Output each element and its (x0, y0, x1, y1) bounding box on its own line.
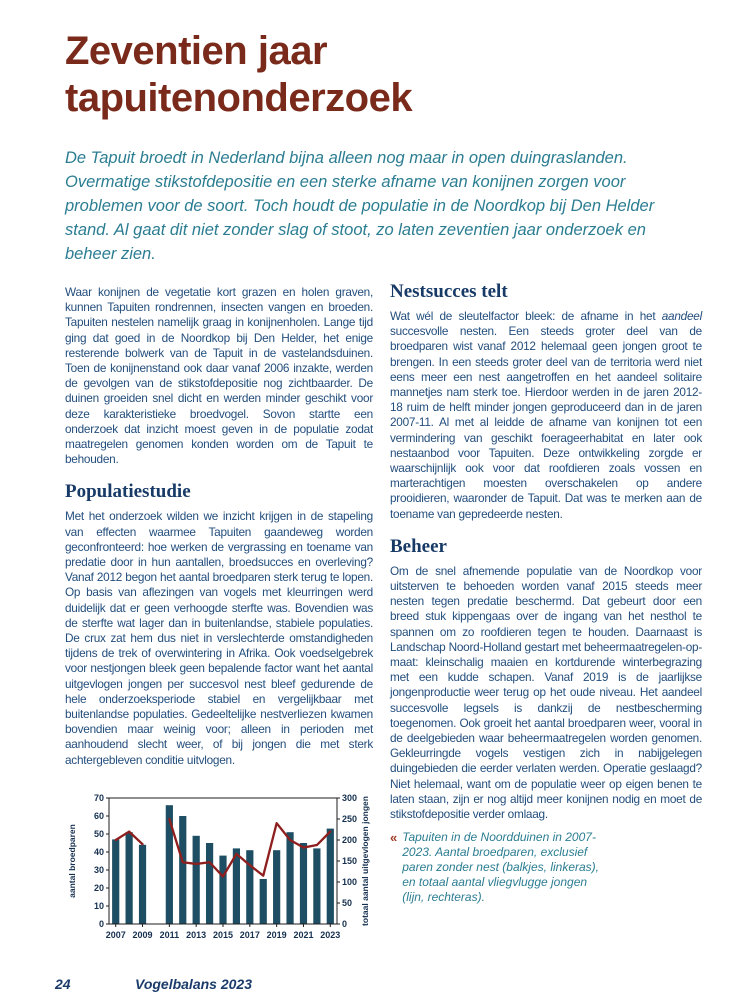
svg-text:150: 150 (342, 855, 358, 866)
svg-text:2011: 2011 (159, 929, 180, 940)
figure-caption (390, 830, 620, 905)
y-axis-label-right: totaal aantal uitgevlogen jongen (360, 795, 370, 926)
svg-text:2013: 2013 (186, 929, 207, 940)
nestsucces-text-pre: Wat wél de sleutelfactor bleek: de afname in het (390, 309, 662, 323)
svg-text:40: 40 (93, 846, 104, 857)
svg-text:100: 100 (342, 876, 358, 887)
heading-beheer: Beheer (390, 535, 447, 557)
page-number: 24 (55, 976, 71, 992)
nestsucces-text-italic: aandeel (661, 309, 702, 323)
svg-text:0: 0 (98, 918, 104, 929)
nestsucces-text-post: succesvolle nesten. Een steeds groter deel van de broedparen wist vanaf 2012 helemaal geen jongen groot te brengen. In een steeds groter deel van de territoria werd niet eens meer een nest aangetroffen en het aandeel solitaire mannetjes nam sterk toe. Hierdoor werden in de jaren 2012-18 ruim de helft minder jongen geproduceerd dan in de jaren 2007-11. Al met al leidde de afname van konijnen tot een vermindering van geschikt foerageerhabitat en later ook nestaanbod voor Tapuiten. Deze ontwikkeling zorgde er waarschijnlijk ook voor dat roofdieren zoals vossen en marterachtigen moesten overschakelen op andere prooidieren, waaronder de Tapuit. Dat was te merken aan de toename van gepredeerde nesten. (390, 324, 702, 521)
svg-text:20: 20 (93, 882, 104, 893)
svg-text:70: 70 (93, 792, 104, 803)
y-axis-label-left: aantal broedparen (67, 824, 77, 898)
svg-text:2015: 2015 (212, 929, 234, 940)
svg-text:2023: 2023 (320, 929, 341, 940)
paragraph-konijnen: Waar konijnen de vegetatie kort grazen en holen graven, kunnen Tapuiten rondrennen, insecten vangen en broeden. Tapuiten nestelen namelijk graag in konijnenholen. Lange tijd ging dat goed in de Noordkop bij Den Helder, het enige resterende bolwerk van de Tapuit in de vastelandsduinen. Toen de konijnenstand ook daar vanaf 2006 inzakte, werden de gevolgen van de stikstofdepositie nog zichtbaarder. De duinen groeiden snel dicht en werden minder geschikt voor deze karakteristieke broedvogel. Sovon startte een onderzoek dat inzicht moest geven in de populatie zodat maatregelen genomen konden worden om de Tapuit te behouden. (65, 285, 373, 467)
left-column (65, 285, 373, 954)
paragraph-populatiestudie: Met het onderzoek wilden we inzicht krijgen in de stapeling van effecten waarmee Tapuiten gaandeweg worden geconfronteerd: hoe werken de vergrassing en toename van predatie door in hun aantallen, broedsucces en overleving? Vanaf 2012 begon het aantal broedparen sterk terug te lopen. Op basis van aflezingen van vogels met kleurringen werd duidelijk dat er geen verhoogde sterfte was. Bovendien was de sterfte wat lager dan in buitenlandse, stabiele populaties. De crux zat hem dus niet in verslechterde omstandigheden tijdens de trek of overwintering in Afrika. Ook voedselgebrek voor nestjongen bleek geen bepalende factor want het aantal uitgevlogen jongen per succesvol nest bleef gedurende de hele onderzoeksperiode stabiel en vergelijkbaar met buitenlandse populaties. Gedeeltelijke nestverliezen kwamen bovendien maar weinig voor; alleen in perioden met aanhoudend slecht weer, of bij jongen die met sterk achtergebleven conditie uitvlogen. (65, 509, 373, 767)
caption-guillemet-icon: « (390, 830, 398, 846)
svg-text:2009: 2009 (132, 929, 153, 940)
svg-text:50: 50 (342, 897, 353, 908)
page-title-line1: Zeventien jaar (65, 29, 328, 73)
svg-text:2021: 2021 (293, 929, 314, 940)
page-title (65, 28, 412, 122)
publication-name: Vogelbalans 2023 (135, 976, 252, 992)
svg-text:300: 300 (342, 792, 358, 803)
svg-text:30: 30 (93, 864, 104, 875)
paragraph-beheer: Om de snel afnemende populatie van de Noordkop voor uitsterven te behoeden worden vanaf 2015 steeds meer nesten tegen predatie beschermd. Dat gebeurt door een breed stuk kippengaas over de ingang van het nesthol te spannen om zo roofdieren tegen te houden. Daarnaast is Landschap Noord-Holland gestart met beheermaatregelen-op-maat: kleinschalig maaien en kortdurende winterbegrazing met een kudde schapen. Vanaf 2019 is de jaarlijkse jongenproductie weer terug op het oude niveau. Het aandeel succesvolle legsels is dankzij de nestbescherming toegenomen. Ook groeit het aantal broedparen weer, vooral in de deelgebieden waar beheermaatregelen worden genomen. Gekleurringde vogels vestigen zich in nabijgelegen duingebieden die eerder verlaten werden. Operatie geslaagd? Niet helemaal, want om de populatie weer op eigen benen te laten staan, zijn er nog altijd meer konijnen nodig en moet de stikstofdepositie verder omlaag. (390, 563, 702, 822)
page-title-line2: tapuitenonderzoek (65, 76, 413, 120)
svg-text:10: 10 (93, 900, 104, 911)
figure-caption-text: Tapuiten in de Noordduinen in 2007-2023. Aantal broedparen, exclusief paren zonder nest (balkjes, linkeras), en totaal aantal vliegvlugge jongen (lijn, rechteras). (402, 830, 599, 905)
svg-text:0: 0 (342, 918, 348, 929)
svg-text:200: 200 (342, 834, 358, 845)
intro-paragraph: De Tapuit broedt in Nederland bijna alleen nog maar in open duingraslanden. Overmatige stikstofdepositie en een sterke afname van konijnen zorgen voor problemen voor de soort. Toch houdt de populatie in de Noordkop bij Den Helder stand. Al gaat dit niet zonder slag of stoot, zo laten zeventien jaar onderzoek en beheer zien. (65, 149, 655, 263)
svg-text:60: 60 (93, 810, 104, 821)
svg-text:2017: 2017 (239, 929, 260, 940)
population-chart (65, 792, 377, 954)
population-chart-svg (65, 792, 377, 954)
svg-text:250: 250 (342, 813, 358, 824)
heading-nestsucces: Nestsucces telt (390, 281, 508, 302)
paragraph-nestsucces (390, 309, 702, 522)
right-column (390, 281, 702, 905)
heading-populatiestudie: Populatiestudie (65, 481, 191, 503)
svg-text:2007: 2007 (105, 929, 126, 940)
page-footer (55, 976, 252, 992)
svg-text:50: 50 (93, 828, 104, 839)
svg-text:2019: 2019 (266, 929, 287, 940)
